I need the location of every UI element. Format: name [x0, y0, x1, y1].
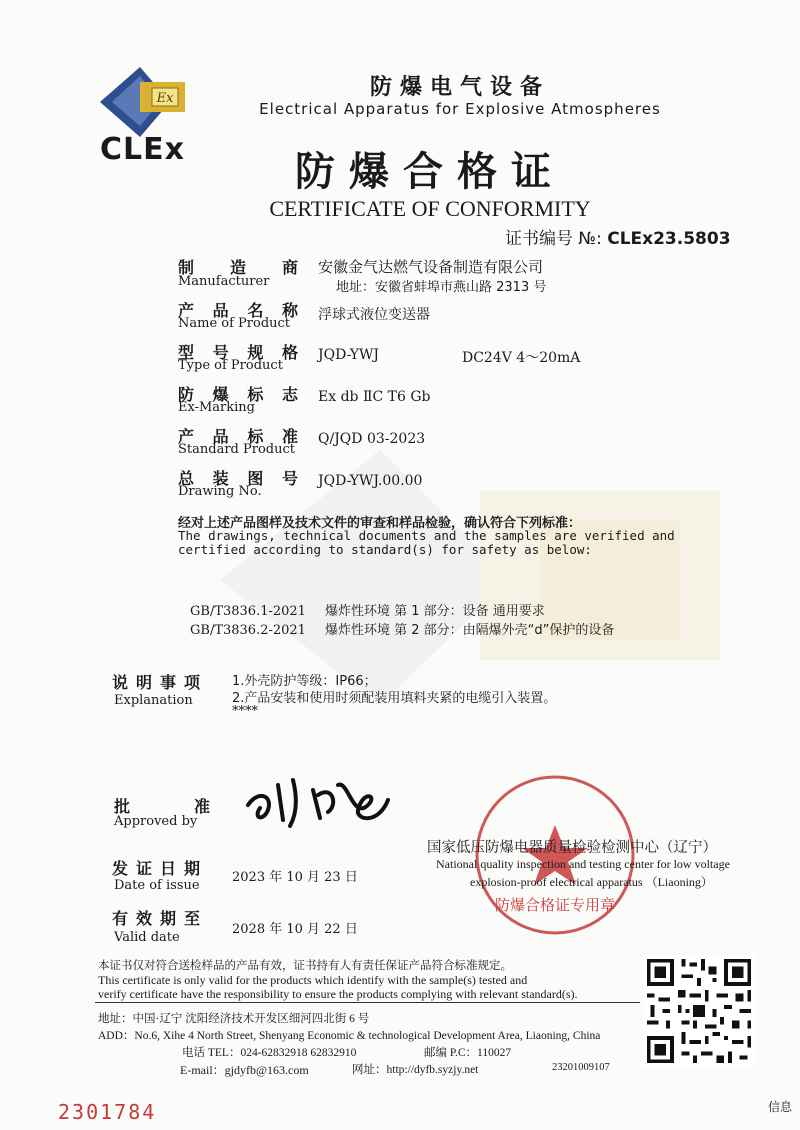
- svg-text:防爆合格证专用章: 防爆合格证专用章: [494, 896, 616, 914]
- type-rating: DC24V 4～20mA: [462, 350, 581, 366]
- cert-number: CLEx23.5803: [607, 229, 731, 249]
- type-label-cn: 型 号 规 格: [178, 343, 298, 362]
- explanation-line: ****: [232, 704, 258, 719]
- qr-code[interactable]: [643, 955, 755, 1067]
- issue-label-en: Date of issue: [114, 878, 200, 893]
- notice-cn: 本证书仅对符合送检样品的产品有效，证书持有人有责任保证产品符合标准规定。: [98, 960, 512, 972]
- type-label-en: Type of Product: [178, 358, 283, 373]
- center-name-cn: 国家低压防爆电器质量检验检测中心（辽宁）: [427, 840, 717, 856]
- center-name-en-2: explosion-proof electrical apparatus （Liaoning）: [470, 875, 713, 889]
- valid-label-en: Valid date: [114, 930, 180, 945]
- center-name-en-1: National quality inspection and testing center for low voltage: [436, 857, 730, 871]
- signature-image: [238, 760, 398, 840]
- valid-label-cn: 有效期至: [112, 909, 209, 928]
- manufacturer-address: 地址：安徽省蚌埠市燕山路 2313 号: [336, 280, 547, 295]
- issue-date: 2023 年 10 月 23 日: [232, 870, 358, 885]
- approved-label-cn: 批 准: [114, 797, 210, 816]
- serial-number: 2301784: [58, 1100, 157, 1124]
- logo-wordmark: CLEx: [100, 132, 185, 167]
- footer-email: E-mail：gjdyfb@163.com: [180, 1063, 309, 1077]
- standard-label-en: Standard Product: [178, 442, 295, 457]
- type-value: JQD-YWJ: [318, 347, 380, 363]
- footer-code: 23201009107: [552, 1062, 610, 1073]
- ex-marking-label-en: Ex-Marking: [178, 400, 255, 415]
- footer-divider: [95, 1002, 640, 1003]
- notice-en-1: This certificate is only valid for the products which identify with the sample(s) tested and: [98, 973, 528, 987]
- ex-marking-value: Ex db ⅡC T6 Gb: [318, 389, 431, 405]
- issue-label-cn: 发证日期: [112, 859, 209, 878]
- footer-postcode: 邮编 P.C：110027: [424, 1047, 512, 1059]
- drawing-label-cn: 总 装 图 号: [178, 469, 298, 488]
- title-en: CERTIFICATE OF CONFORMITY: [269, 196, 591, 221]
- corner-label: 信息: [768, 1100, 793, 1114]
- ex-marking-label-cn: 防 爆 标 志: [178, 385, 298, 404]
- manufacturer-label-cn: 制 造 商: [178, 258, 298, 277]
- title-cn: 防爆合格证: [295, 149, 565, 195]
- statement-en-2: certified according to standard(s) for safety as below:: [178, 542, 592, 557]
- header-cn: 防爆电气设备: [369, 75, 550, 100]
- footer-tel: 电话 TEL：024-62832918 62832910: [182, 1047, 357, 1059]
- certificate-number: [505, 224, 731, 249]
- footer-address-en: ADD：No.6, Xihe 4 North Street, Shenyang Economic & technological Development Area, Liaoning, China: [98, 1030, 601, 1042]
- footer-address-cn: 地址：中国·辽宁 沈阳经济技术开发区细河四北街 6 号: [98, 1013, 370, 1025]
- drawing-label-en: Drawing No.: [178, 484, 262, 499]
- statement-en-1: The drawings, technical documents and the samples are verified and: [178, 528, 675, 543]
- standard-item: GB/T3836.2-2021 爆炸性环境 第 2 部分：由隔爆外壳“d”保护的设备: [190, 623, 615, 638]
- product-name-label-en: Name of Product: [178, 316, 291, 331]
- product-name-value: 浮球式液位变送器: [318, 307, 430, 323]
- explanation-label-cn: 说明事项: [112, 673, 209, 692]
- statement-cn: 经对上述产品图样及技术文件的审查和样品检验，确认符合下列标准：: [178, 516, 582, 531]
- header-en: Electrical Apparatus for Explosive Atmospheres: [259, 100, 661, 118]
- product-name-label-cn: 产 品 名 称: [178, 301, 298, 320]
- footer-website: 网址：http://dyfb.syzjy.net: [352, 1064, 479, 1076]
- valid-date: 2028 年 10 月 22 日: [232, 922, 358, 937]
- manufacturer-label-en: Manufacturer: [178, 274, 270, 289]
- explanation-line: 1.外壳防护等级：IP66；: [232, 674, 377, 689]
- logo-badge: Ex: [156, 91, 174, 106]
- standard-item: GB/T3836.1-2021 爆炸性环境 第 1 部分：设备 通用要求: [190, 604, 545, 619]
- manufacturer-value: 安徽金气达燃气设备制造有限公司: [318, 258, 544, 276]
- explanation-label-en: Explanation: [114, 693, 193, 708]
- standard-value: Q/JQD 03-2023: [318, 431, 426, 447]
- drawing-value: JQD-YWJ.00.00: [318, 473, 423, 489]
- cert-label: 证书编号 №:: [505, 229, 602, 249]
- standard-label-cn: 产 品 标 准: [178, 427, 298, 446]
- explanation-line: 2.产品安装和使用时须配装用填料夹紧的电缆引入装置。: [232, 691, 557, 706]
- approved-label-en: Approved by: [114, 814, 198, 829]
- notice-en-2: verify certificate have the responsibility to ensure the products complying with relevant standard(s).: [98, 987, 578, 1001]
